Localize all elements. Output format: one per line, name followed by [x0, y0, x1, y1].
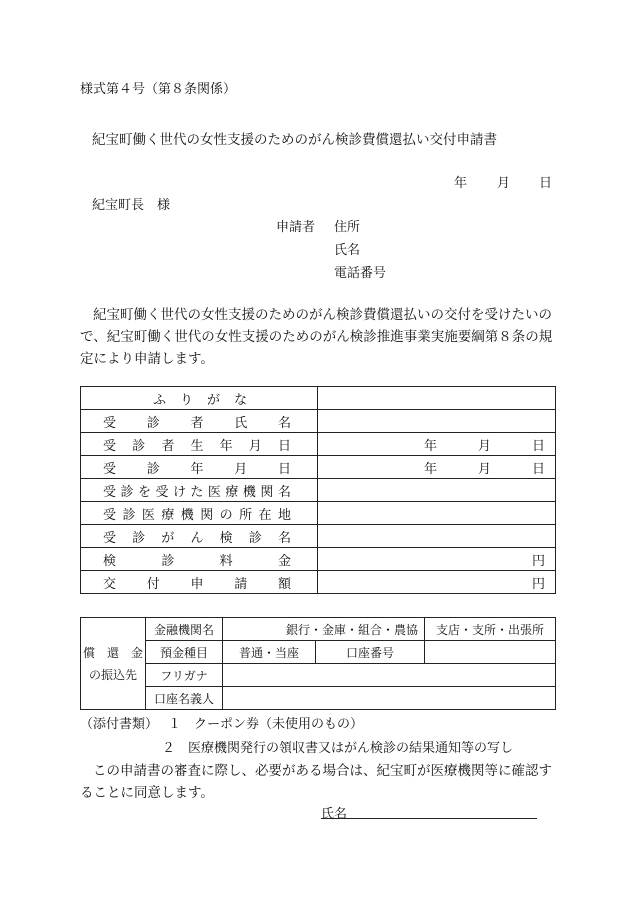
date-year-unit: 年 [424, 438, 438, 454]
label-char: 受 [103, 484, 117, 500]
hospital-address-label [81, 502, 318, 525]
label-char: 在 [258, 507, 272, 523]
table-row [81, 502, 556, 525]
label-char: 診 [146, 415, 160, 431]
table-row [81, 571, 556, 594]
label-char: 関 [200, 507, 214, 523]
label-char: 地 [277, 507, 291, 523]
table-row [81, 387, 556, 410]
label-char: 者 [161, 438, 175, 454]
label-char: 者 [190, 415, 204, 431]
label-char: 療 [161, 507, 175, 523]
account-holder-label: 口座名義人 [146, 687, 223, 710]
label-char: 医 [207, 484, 221, 500]
label-char: 関 [260, 484, 274, 500]
label-char: 名 [277, 530, 291, 546]
label-char: 診 [122, 507, 136, 523]
page-title: 紀宝町働く世代の女性支援のためのがん検診費償還払い交付申請書 [92, 132, 497, 148]
screening-fee-field[interactable] [318, 548, 556, 571]
refund-label-line2: の振込先 [88, 667, 137, 682]
label-char: 月 [248, 438, 262, 454]
label-char: 検 [219, 530, 233, 546]
label-char: 受 [103, 438, 117, 454]
claim-amount-label [81, 571, 318, 594]
cancer-screening-name-label [81, 525, 318, 548]
attachment-item-2: ２ 医療機関発行の領収書又はがん検診の結果通知等の写し [162, 741, 514, 756]
date-day-label: 日 [539, 176, 553, 191]
applicant-phone-label: 電話番号 [334, 266, 387, 281]
label-char: 受 [155, 484, 169, 500]
furigana-field[interactable] [318, 387, 556, 410]
label-char: 機 [242, 484, 256, 500]
label-char: 日 [277, 461, 291, 477]
date-day-unit: 日 [531, 461, 545, 477]
label-char: 金 [277, 553, 291, 569]
label-char: ん [190, 530, 204, 546]
account-holder-field[interactable] [223, 687, 556, 710]
date-day-unit: 日 [531, 438, 545, 454]
label-char: 申 [190, 576, 204, 592]
addressee: 紀宝町長 様 [92, 198, 171, 213]
refund-label-line1: 償 還 金 [82, 645, 143, 660]
table-row [81, 456, 556, 479]
label-char: 月 [234, 461, 248, 477]
applicant-address-label: 住所 [334, 220, 361, 235]
label-char: 所 [239, 507, 253, 523]
label-char: た [190, 484, 204, 500]
label-char: 受 [103, 461, 117, 477]
signature-line[interactable] [321, 818, 537, 819]
claim-amount-field[interactable] [318, 571, 556, 594]
label-char: が [161, 530, 175, 546]
application-statement: 紀宝町働く世代の女性支援のためのがん検診費償還払いの交付を受けたいので、紀宝町働く世代の女性支援のためのがん検診推進事業実施要綱第８条の規定により申請します。 [80, 307, 553, 367]
hospital-name-label [81, 479, 318, 502]
refund-destination-label [81, 618, 146, 710]
label-char: 生 [190, 438, 204, 454]
furigana-label: フリガナ [146, 664, 223, 687]
exam-date-label [81, 456, 318, 479]
label-char: 年 [219, 438, 233, 454]
examinee-birthdate-label [81, 433, 318, 456]
yen-unit: 円 [531, 576, 545, 592]
date-month-unit: 月 [477, 461, 491, 477]
label-char: け [172, 484, 186, 500]
examinee-name-field[interactable] [318, 410, 556, 433]
label-char: 付 [146, 576, 160, 592]
label-char: 名 [277, 484, 291, 500]
label-char: が [206, 392, 220, 408]
account-number-field[interactable] [425, 641, 556, 664]
bank-type-options[interactable]: 銀行・金庫・組合・農協 [223, 618, 425, 641]
date-month-unit: 月 [477, 438, 491, 454]
furigana-field[interactable] [223, 664, 556, 687]
label-char: 診 [132, 530, 146, 546]
label-char: 交 [103, 576, 117, 592]
label-char: 検 [103, 553, 117, 569]
label-char: 機 [180, 507, 194, 523]
deposit-type-options[interactable]: 普通・当座 [223, 641, 316, 664]
form-number: 様式第４号（第８条関係） [80, 82, 237, 97]
label-char: り [179, 392, 193, 408]
label-char: 額 [277, 576, 291, 592]
furigana-label [81, 387, 318, 410]
deposit-type-label: 預金種目 [146, 641, 223, 664]
examinee-name-label [81, 410, 318, 433]
examination-table [80, 386, 556, 594]
screening-fee-label [81, 548, 318, 571]
yen-unit: 円 [531, 553, 545, 569]
label-char: 受 [103, 415, 117, 431]
label-char: 年 [190, 461, 204, 477]
label-char: ふ [153, 392, 167, 408]
label-char: 氏 [234, 415, 248, 431]
label-char: 名 [277, 415, 291, 431]
label-char: な [233, 392, 247, 408]
label-char: 診 [161, 553, 175, 569]
label-char: 日 [277, 438, 291, 454]
account-number-label: 口座番号 [316, 641, 425, 664]
attachments-label: （添付書類） [80, 717, 159, 732]
bank-name-label: 金融機関名 [146, 618, 223, 641]
table-row [81, 479, 556, 502]
attachments-line1 [80, 713, 363, 732]
attachment-item-1: １ クーポン券（未使用のもの） [168, 717, 364, 732]
label-char: 受 [103, 507, 117, 523]
label-char: 診 [146, 461, 160, 477]
label-char: を [137, 484, 151, 500]
label-char: 診 [120, 484, 134, 500]
table-row [81, 410, 556, 433]
label-char: 診 [132, 438, 146, 454]
label-char: 診 [248, 530, 262, 546]
label-char: 料 [219, 553, 233, 569]
exam-date-field[interactable] [318, 456, 556, 479]
signature-label: 氏名 [321, 807, 348, 822]
hospital-address-field[interactable] [318, 502, 556, 525]
date-month-label: 月 [497, 176, 511, 191]
date-year-unit: 年 [424, 461, 438, 477]
label-char: 受 [103, 530, 117, 546]
cancer-screening-name-field[interactable] [318, 525, 556, 548]
label-char: 請 [234, 576, 248, 592]
label-char: 療 [225, 484, 239, 500]
date-year-label: 年 [454, 176, 468, 191]
table-row [81, 548, 556, 571]
label-char: の [219, 507, 233, 523]
label-char: 医 [141, 507, 155, 523]
table-row [81, 433, 556, 456]
consent-statement: この申請書の審査に際し、必要がある場合は、紀宝町が医療機関等に確認することに同意します。 [80, 763, 552, 801]
examinee-birthdate-field[interactable] [318, 433, 556, 456]
branch-type-options[interactable]: 支店・支所・出張所 [425, 618, 556, 641]
bank-transfer-table [80, 617, 556, 710]
applicant-label: 申請者 [276, 220, 316, 235]
applicant-name-label: 氏名 [334, 243, 361, 258]
table-row [81, 525, 556, 548]
hospital-name-field[interactable] [318, 479, 556, 502]
